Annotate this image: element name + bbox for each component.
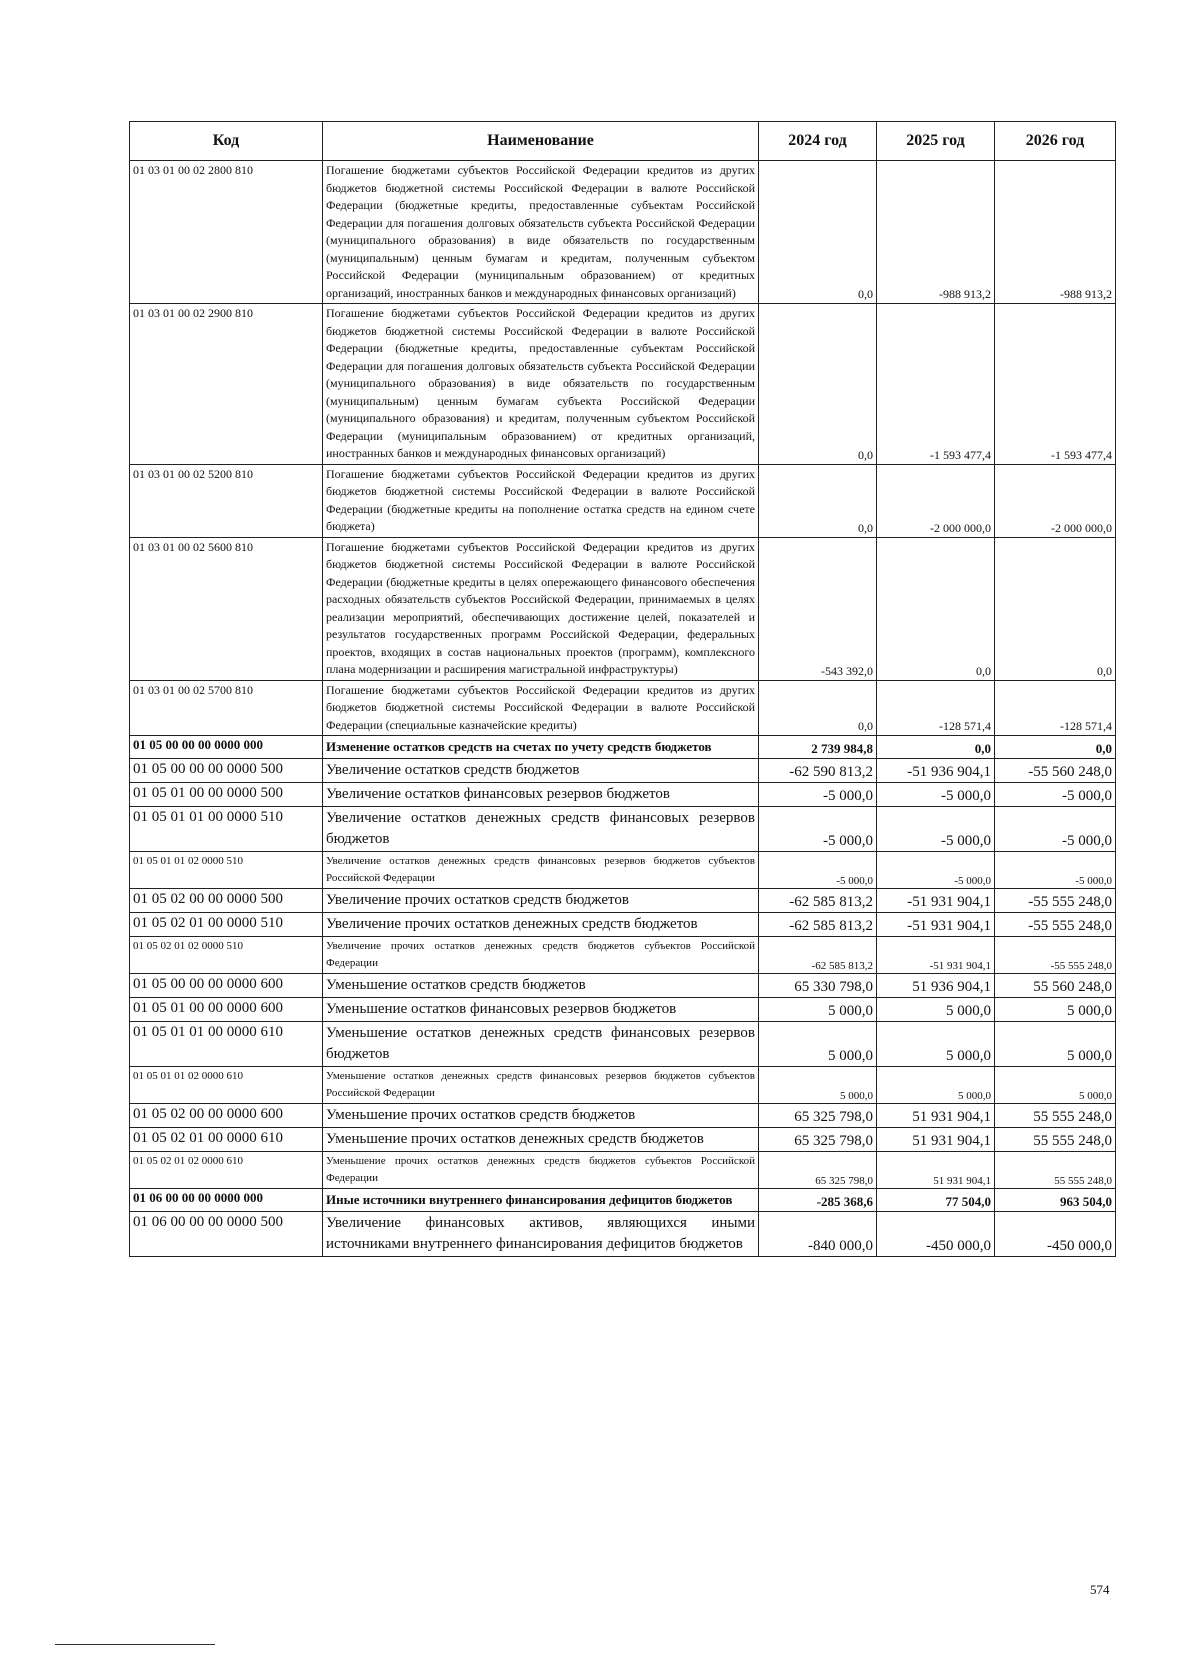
row-name: Погашение бюджетами субъектов Российской Федерации кредитов из других бюджетов бюджетной системы Российской Федерации в валюте Российской Федерации (бюджетные кредиты на пополнение остатка средств на едином счете бюджета): [323, 464, 759, 537]
table-row: [130, 759, 1116, 783]
row-name: Увеличение остатков денежных средств финансовых резервов бюджетов субъектов Российской Федерации: [323, 852, 759, 889]
row-value-2024: -285 368,6: [759, 1189, 877, 1212]
row-value-2024: 65 325 798,0: [759, 1128, 877, 1152]
row-value-2026: -5 000,0: [995, 783, 1116, 807]
table-row: [130, 304, 1116, 465]
row-code: 01 05 00 00 00 0000 600: [130, 974, 323, 998]
row-value-2026: -55 555 248,0: [995, 889, 1116, 913]
row-value-2026: -55 555 248,0: [995, 913, 1116, 937]
row-name: Увеличение остатков финансовых резервов бюджетов: [323, 783, 759, 807]
row-code: 01 06 00 00 00 0000 500: [130, 1212, 323, 1257]
table-row: [130, 736, 1116, 759]
row-name: Увеличение остатков денежных средств финансовых резервов бюджетов: [323, 807, 759, 852]
row-name: Уменьшение прочих остатков средств бюджетов: [323, 1104, 759, 1128]
row-value-2025: -2 000 000,0: [877, 464, 995, 537]
row-code: 01 03 01 00 02 2800 810: [130, 161, 323, 304]
row-value-2025: -128 571,4: [877, 680, 995, 736]
row-code: 01 05 02 01 00 0000 610: [130, 1128, 323, 1152]
row-value-2024: 0,0: [759, 680, 877, 736]
row-code: 01 03 01 00 02 5600 810: [130, 537, 323, 680]
row-name: Увеличение прочих остатков денежных средств бюджетов: [323, 913, 759, 937]
row-value-2025: -5 000,0: [877, 852, 995, 889]
row-value-2025: 5 000,0: [877, 1067, 995, 1104]
row-value-2025: -51 931 904,1: [877, 913, 995, 937]
row-value-2026: 963 504,0: [995, 1189, 1116, 1212]
table-row: [130, 807, 1116, 852]
row-value-2024: -5 000,0: [759, 852, 877, 889]
table-row: [130, 537, 1116, 680]
row-value-2024: 5 000,0: [759, 998, 877, 1022]
table-row: [130, 889, 1116, 913]
table-row: [130, 1022, 1116, 1067]
row-code: 01 03 01 00 02 5700 810: [130, 680, 323, 736]
row-value-2024: 65 325 798,0: [759, 1152, 877, 1189]
table-row: [130, 1212, 1116, 1257]
row-code: 01 05 01 01 02 0000 510: [130, 852, 323, 889]
row-value-2024: 0,0: [759, 304, 877, 465]
row-name: Увеличение финансовых активов, являющихся иными источниками внутреннего финансирования дефицитов бюджетов: [323, 1212, 759, 1257]
row-code: 01 06 00 00 00 0000 000: [130, 1189, 323, 1212]
row-code: 01 05 01 01 00 0000 610: [130, 1022, 323, 1067]
row-value-2025: 0,0: [877, 537, 995, 680]
table-row: [130, 1152, 1116, 1189]
table-row: [130, 1067, 1116, 1104]
row-value-2025: -51 931 904,1: [877, 889, 995, 913]
row-value-2025: -5 000,0: [877, 807, 995, 852]
row-code: 01 05 02 00 00 0000 600: [130, 1104, 323, 1128]
row-value-2025: 51 931 904,1: [877, 1104, 995, 1128]
row-value-2025: -51 931 904,1: [877, 937, 995, 974]
row-value-2025: 5 000,0: [877, 998, 995, 1022]
row-code: 01 05 00 00 00 0000 000: [130, 736, 323, 759]
table-row: [130, 1128, 1116, 1152]
row-name: Увеличение остатков средств бюджетов: [323, 759, 759, 783]
row-code: 01 05 02 01 02 0000 510: [130, 937, 323, 974]
row-code: 01 05 02 01 02 0000 610: [130, 1152, 323, 1189]
row-value-2026: 55 555 248,0: [995, 1104, 1116, 1128]
row-code: 01 05 00 00 00 0000 500: [130, 759, 323, 783]
row-code: 01 05 01 00 00 0000 600: [130, 998, 323, 1022]
row-value-2024: -5 000,0: [759, 783, 877, 807]
row-name: Уменьшение остатков денежных средств финансовых резервов бюджетов субъектов Российской Федерации: [323, 1067, 759, 1104]
row-value-2026: 5 000,0: [995, 1067, 1116, 1104]
row-value-2024: 65 325 798,0: [759, 1104, 877, 1128]
row-value-2024: 0,0: [759, 464, 877, 537]
row-name: Погашение бюджетами субъектов Российской Федерации кредитов из других бюджетов бюджетной системы Российской Федерации в валюте Российской Федерации (бюджетные кредиты, предоставленные субъектам Российской Федерации для погашения долговых обязательств субъекта Российской Федерации (муниципального образования) в виде обязательств по государственным (муниципальным) ценным бумагам и кредитам, полученным субъектом Российской Федерации (муниципальным образованием) от кредитных организаций, иностранных банков и международных финансовых организаций): [323, 161, 759, 304]
row-value-2026: -2 000 000,0: [995, 464, 1116, 537]
row-name: Изменение остатков средств на счетах по учету средств бюджетов: [323, 736, 759, 759]
row-value-2025: -450 000,0: [877, 1212, 995, 1257]
table-row: [130, 913, 1116, 937]
table-row: [130, 1104, 1116, 1128]
row-value-2025: 51 931 904,1: [877, 1128, 995, 1152]
table-body: [130, 161, 1116, 1257]
table-row: [130, 998, 1116, 1022]
row-value-2025: -1 593 477,4: [877, 304, 995, 465]
row-value-2024: 5 000,0: [759, 1022, 877, 1067]
row-value-2026: -5 000,0: [995, 852, 1116, 889]
row-value-2026: -5 000,0: [995, 807, 1116, 852]
row-code: 01 05 01 01 02 0000 610: [130, 1067, 323, 1104]
header-name: Наименование: [323, 122, 759, 161]
row-name: Увеличение прочих остатков средств бюджетов: [323, 889, 759, 913]
table-row: [130, 974, 1116, 998]
row-value-2025: -5 000,0: [877, 783, 995, 807]
row-value-2026: 5 000,0: [995, 998, 1116, 1022]
page-number: 574: [1090, 1582, 1110, 1597]
row-value-2024: -840 000,0: [759, 1212, 877, 1257]
table-row: [130, 783, 1116, 807]
row-value-2024: -62 585 813,2: [759, 889, 877, 913]
row-value-2026: 0,0: [995, 537, 1116, 680]
table-row: [130, 1189, 1116, 1212]
row-value-2024: -5 000,0: [759, 807, 877, 852]
table-row: [130, 852, 1116, 889]
table-row: [130, 680, 1116, 736]
row-value-2025: 5 000,0: [877, 1022, 995, 1067]
row-value-2026: 5 000,0: [995, 1022, 1116, 1067]
row-value-2026: 55 560 248,0: [995, 974, 1116, 998]
row-value-2024: 0,0: [759, 161, 877, 304]
row-value-2025: -988 913,2: [877, 161, 995, 304]
row-value-2026: 0,0: [995, 736, 1116, 759]
row-name: Погашение бюджетами субъектов Российской Федерации кредитов из других бюджетов бюджетной системы Российской Федерации в валюте Российской Федерации (бюджетные кредиты, предоставленные субъектам Российской Федерации для погашения долговых обязательств субъекта Российской Федерации (муниципального образования) в виде обязательств по государственным (муниципальным) ценным бумагам субъекта Российской Федерации (муниципального образования) и кредитам, полученным субъектом Российской Федерации (муниципальным образованием) от кредитных организаций, иностранных банков и международных финансовых организаций): [323, 304, 759, 465]
row-value-2026: -55 555 248,0: [995, 937, 1116, 974]
row-value-2026: -55 560 248,0: [995, 759, 1116, 783]
row-value-2025: 0,0: [877, 736, 995, 759]
header-code: Код: [130, 122, 323, 161]
table-row: [130, 161, 1116, 304]
row-name: Погашение бюджетами субъектов Российской Федерации кредитов из других бюджетов бюджетной системы Российской Федерации в валюте Российской Федерации (специальные казначейские кредиты): [323, 680, 759, 736]
table-row: [130, 464, 1116, 537]
row-code: 01 05 02 00 00 0000 500: [130, 889, 323, 913]
row-name: Погашение бюджетами субъектов Российской Федерации кредитов из других бюджетов бюджетной системы Российской Федерации в валюте Российской Федерации (бюджетные кредиты в целях опережающего финансового обеспечения расходных обязательств субъектов Российской Федерации, принимаемых в целях реализации мероприятий, обеспечивающих достижение целей, показателей и результатов государственных программ Российской Федерации, федеральных проектов, входящих в состав национальных проектов (программ), комплексного плана модернизации и расширения магистральной инфраструктуры): [323, 537, 759, 680]
row-name: Уменьшение остатков денежных средств финансовых резервов бюджетов: [323, 1022, 759, 1067]
row-name: Увеличение прочих остатков денежных средств бюджетов субъектов Российской Федерации: [323, 937, 759, 974]
row-code: 01 05 01 01 00 0000 510: [130, 807, 323, 852]
row-name: Уменьшение остатков финансовых резервов бюджетов: [323, 998, 759, 1022]
budget-sources-table: [129, 121, 1116, 1257]
header-2024: 2024 год: [759, 122, 877, 161]
table-header-row: [130, 122, 1116, 161]
footnote-rule: [55, 1644, 215, 1645]
row-name: Иные источники внутреннего финансирования дефицитов бюджетов: [323, 1189, 759, 1212]
row-value-2024: -62 585 813,2: [759, 913, 877, 937]
row-name: Уменьшение прочих остатков денежных средств бюджетов субъектов Российской Федерации: [323, 1152, 759, 1189]
row-value-2024: 2 739 984,8: [759, 736, 877, 759]
row-code: 01 03 01 00 02 2900 810: [130, 304, 323, 465]
row-value-2024: 5 000,0: [759, 1067, 877, 1104]
row-value-2026: -450 000,0: [995, 1212, 1116, 1257]
table-row: [130, 937, 1116, 974]
row-value-2024: -543 392,0: [759, 537, 877, 680]
row-value-2025: 51 936 904,1: [877, 974, 995, 998]
row-value-2026: -128 571,4: [995, 680, 1116, 736]
row-value-2024: 65 330 798,0: [759, 974, 877, 998]
row-name: Уменьшение прочих остатков денежных средств бюджетов: [323, 1128, 759, 1152]
row-value-2025: -51 936 904,1: [877, 759, 995, 783]
row-value-2024: -62 585 813,2: [759, 937, 877, 974]
header-2025: 2025 год: [877, 122, 995, 161]
row-code: 01 05 02 01 00 0000 510: [130, 913, 323, 937]
row-code: 01 05 01 00 00 0000 500: [130, 783, 323, 807]
row-value-2026: 55 555 248,0: [995, 1152, 1116, 1189]
row-value-2025: 77 504,0: [877, 1189, 995, 1212]
row-value-2026: -1 593 477,4: [995, 304, 1116, 465]
row-value-2026: -988 913,2: [995, 161, 1116, 304]
row-value-2025: 51 931 904,1: [877, 1152, 995, 1189]
header-2026: 2026 год: [995, 122, 1116, 161]
row-value-2024: -62 590 813,2: [759, 759, 877, 783]
row-code: 01 03 01 00 02 5200 810: [130, 464, 323, 537]
row-name: Уменьшение остатков средств бюджетов: [323, 974, 759, 998]
row-value-2026: 55 555 248,0: [995, 1128, 1116, 1152]
